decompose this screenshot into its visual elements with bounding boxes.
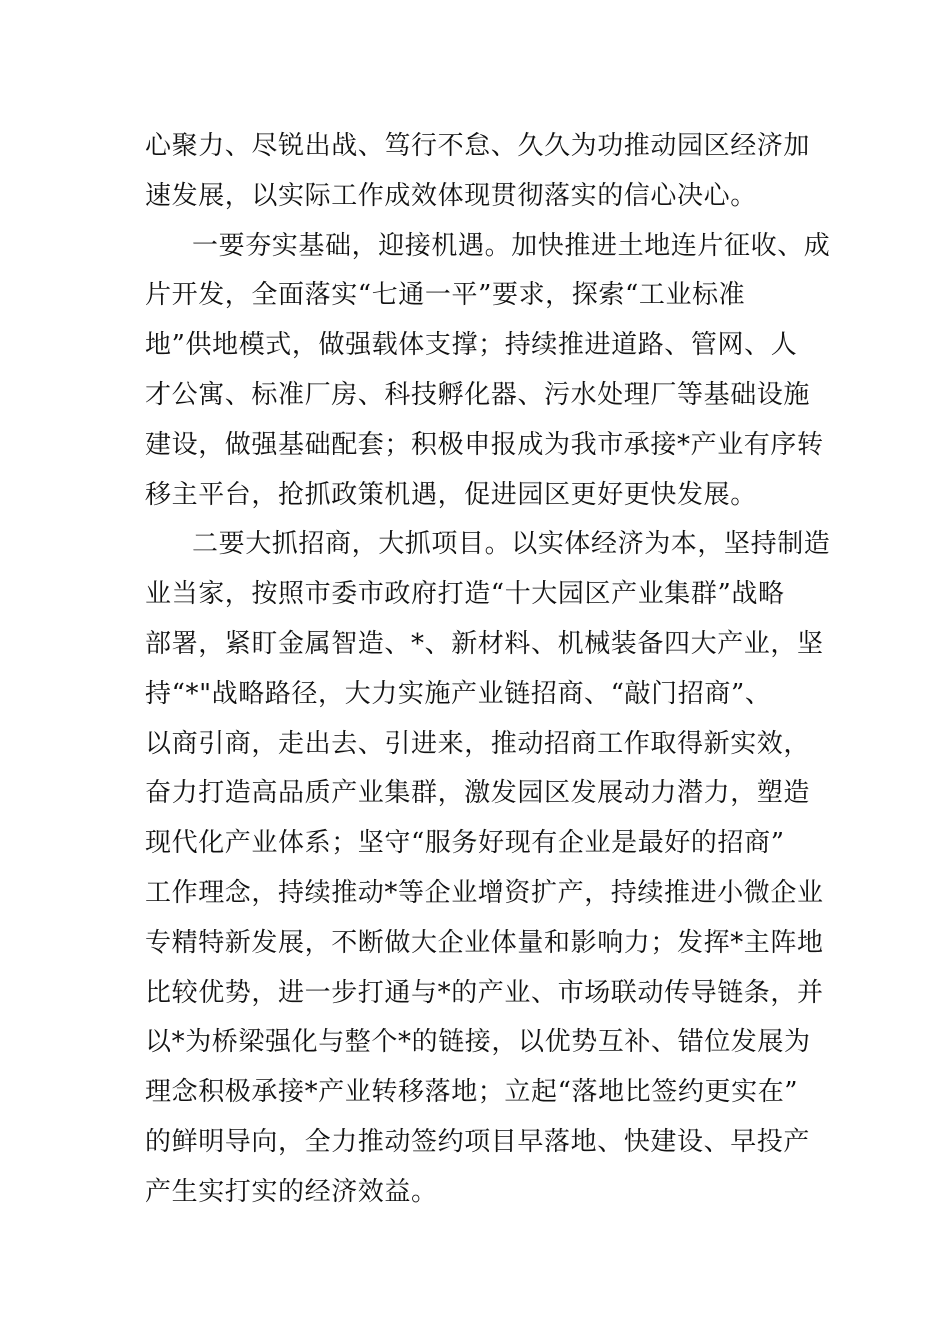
text-line-22: 产生实打实的经济效益。 bbox=[145, 1176, 438, 1207]
text-line-9: 二要大抓招商，大抓项目。以实体经济为本，坚持制造 bbox=[192, 529, 831, 560]
text-line-8: 移主平台，抢抓政策机遇，促进园区更好更快发展。 bbox=[145, 479, 757, 510]
text-line-2: 速发展，以实际工作成效体现贯彻落实的信心决心。 bbox=[145, 180, 757, 211]
text-line-13: 以商引商，走出去、引进来，推动招商工作取得新实效， bbox=[145, 728, 811, 759]
text-line-18: 比较优势，进一步打通与*的产业、市场联动传导链条，并 bbox=[145, 977, 824, 1008]
text-line-4: 片开发，全面落实“七通一平”要求，探索“工业标准 bbox=[145, 280, 746, 311]
text-line-7: 建设，做强基础配套；积极申报成为我市承接*产业有序转 bbox=[145, 429, 824, 460]
text-line-12: 持“*"战略路径，大力实施产业链招商、“敲门招商”、 bbox=[145, 678, 772, 709]
text-line-17: 专精特新发展，不断做大企业体量和影响力；发挥*主阵地 bbox=[145, 927, 824, 958]
text-line-19: 以*为桥梁强化与整个*的链接，以优势互补、错位发展为 bbox=[145, 1027, 811, 1058]
text-line-21: 的鲜明导向，全力推动签约项目早落地、快建设、早投产 bbox=[145, 1126, 811, 1157]
text-line-14: 奋力打造高品质产业集群，激发园区发展动力潜力，塑造 bbox=[145, 778, 811, 809]
text-line-11: 部署，紧盯金属智造、*、新材料、机械装备四大产业，坚 bbox=[145, 628, 824, 659]
text-line-10: 业当家，按照市委市政府打造“十大园区产业集群”战略 bbox=[145, 579, 785, 610]
text-line-3: 一要夯实基础，迎接机遇。加快推进土地连片征收、成 bbox=[192, 230, 831, 261]
text-line-6: 才公寓、标准厂房、科技孵化器、污水处理厂等基础设施 bbox=[145, 379, 811, 410]
text-line-1: 心聚力、尽锐出战、笃行不怠、久久为功推动园区经济加 bbox=[145, 131, 811, 161]
text-line-16: 工作理念，持续推动*等企业增资扩产，持续推进小微企业 bbox=[145, 877, 824, 908]
text-line-5: 地”供地模式，做强载体支撑；持续推进道路、管网、人 bbox=[145, 330, 798, 361]
text-line-20: 理念积极承接*产业转移落地；立起“落地比签约更实在” bbox=[145, 1077, 799, 1108]
body-text bbox=[145, 122, 831, 1218]
text-line-15: 现代化产业体系；坚守“服务好现有企业是最好的招商” bbox=[145, 828, 785, 859]
